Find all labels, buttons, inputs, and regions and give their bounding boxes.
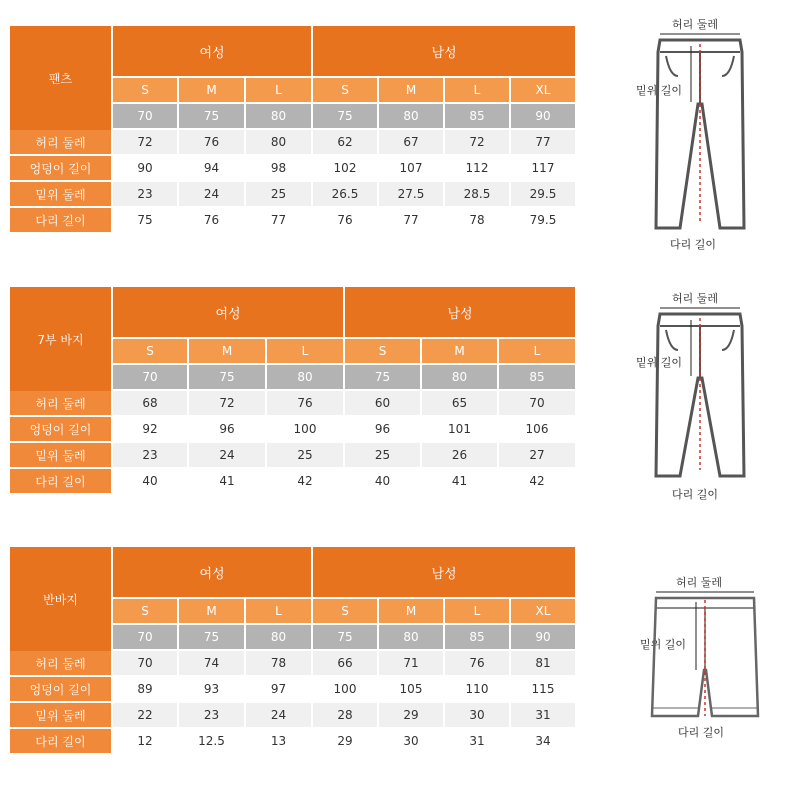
value-cell: 66 bbox=[313, 651, 377, 675]
value-cell: 31 bbox=[469, 734, 485, 748]
group-header-men: 남성 bbox=[313, 547, 575, 597]
value-cell: 60 bbox=[345, 391, 420, 415]
number-cell: 75 bbox=[179, 625, 244, 649]
value-cell: 25 bbox=[345, 443, 420, 467]
value-cell: 98 bbox=[270, 161, 287, 175]
value-cell: 22 bbox=[113, 703, 177, 727]
value-cell: 74 bbox=[179, 651, 244, 675]
size-cell: M bbox=[189, 339, 265, 363]
size-cell: XL bbox=[511, 599, 575, 623]
value-cell: 41 bbox=[451, 474, 468, 488]
value-cell: 96 bbox=[219, 422, 235, 436]
value-cell: 76 bbox=[267, 391, 343, 415]
row-label: 밑위 둘레 bbox=[10, 703, 111, 727]
rise-label: 밑위 길이 bbox=[640, 638, 687, 651]
size-cell: S bbox=[345, 339, 420, 363]
value-cell: 75 bbox=[137, 213, 153, 227]
number-cell: 80 bbox=[246, 625, 311, 649]
value-cell: 13 bbox=[270, 734, 287, 748]
value-cell: 23 bbox=[179, 703, 244, 727]
value-cell: 28 bbox=[313, 703, 377, 727]
size-table-pants bbox=[10, 26, 575, 234]
value-cell: 62 bbox=[313, 130, 377, 154]
size-cell: M bbox=[422, 339, 497, 363]
value-cell: 26 bbox=[422, 443, 497, 467]
value-cell: 117 bbox=[531, 161, 555, 175]
shorts-diagram bbox=[630, 570, 780, 750]
row-label: 엉덩이 길이 bbox=[10, 417, 111, 441]
value-cell: 110 bbox=[465, 682, 489, 696]
value-cell: 70 bbox=[113, 651, 177, 675]
value-cell: 76 bbox=[203, 213, 220, 227]
size-cell: S bbox=[313, 78, 377, 102]
group-header-men: 남성 bbox=[313, 26, 575, 76]
value-cell: 27 bbox=[499, 443, 575, 467]
size-cell: L bbox=[445, 78, 509, 102]
value-cell: 79.5 bbox=[529, 213, 557, 227]
value-cell: 23 bbox=[113, 443, 187, 467]
number-cell: 70 bbox=[113, 365, 187, 389]
size-cell: M bbox=[379, 78, 443, 102]
value-cell: 94 bbox=[203, 161, 220, 175]
value-cell: 24 bbox=[179, 182, 244, 206]
number-cell: 75 bbox=[313, 104, 377, 128]
size-cell: S bbox=[113, 339, 187, 363]
value-cell: 101 bbox=[448, 422, 471, 436]
value-cell: 29 bbox=[337, 734, 353, 748]
group-header-women: 여성 bbox=[113, 287, 343, 337]
value-cell: 100 bbox=[333, 682, 357, 696]
row-label: 밑위 둘레 bbox=[10, 182, 111, 206]
value-cell: 42 bbox=[529, 474, 545, 488]
value-cell: 71 bbox=[379, 651, 443, 675]
value-cell: 100 bbox=[293, 422, 317, 436]
number-cell: 75 bbox=[179, 104, 244, 128]
value-cell: 78 bbox=[246, 651, 311, 675]
value-cell: 112 bbox=[465, 161, 489, 175]
value-cell: 77 bbox=[511, 130, 575, 154]
value-cell: 67 bbox=[379, 130, 443, 154]
row-label: 엉덩이 길이 bbox=[10, 677, 111, 701]
value-cell: 89 bbox=[137, 682, 153, 696]
number-cell: 80 bbox=[379, 625, 443, 649]
size-cell: M bbox=[179, 599, 244, 623]
value-cell: 115 bbox=[531, 682, 555, 696]
value-cell: 27.5 bbox=[379, 182, 443, 206]
value-cell: 30 bbox=[403, 734, 419, 748]
size-cell: XL bbox=[511, 78, 575, 102]
size-cell: L bbox=[246, 599, 311, 623]
size-cell: M bbox=[179, 78, 244, 102]
category-cell: 7부 바지 bbox=[10, 287, 111, 391]
value-cell: 65 bbox=[422, 391, 497, 415]
value-cell: 24 bbox=[189, 443, 265, 467]
value-cell: 42 bbox=[297, 474, 313, 488]
value-cell: 78 bbox=[469, 213, 485, 227]
value-cell: 107 bbox=[399, 161, 423, 175]
group-header-men: 남성 bbox=[345, 287, 575, 337]
pants-illustration bbox=[620, 16, 780, 236]
size-table-cropped bbox=[10, 287, 575, 495]
value-cell: 72 bbox=[113, 130, 177, 154]
value-cell: 31 bbox=[511, 703, 575, 727]
number-cell: 90 bbox=[511, 104, 575, 128]
size-cell: M bbox=[379, 599, 443, 623]
number-cell: 75 bbox=[313, 625, 377, 649]
number-cell: 80 bbox=[246, 104, 311, 128]
value-cell: 25 bbox=[246, 182, 311, 206]
value-cell: 72 bbox=[189, 391, 265, 415]
value-cell: 72 bbox=[445, 130, 509, 154]
number-cell: 75 bbox=[345, 365, 420, 389]
number-cell: 90 bbox=[511, 625, 575, 649]
value-cell: 77 bbox=[270, 213, 287, 227]
value-cell: 12 bbox=[137, 734, 153, 748]
value-cell: 90 bbox=[137, 161, 153, 175]
value-cell: 29.5 bbox=[511, 182, 575, 206]
value-cell: 40 bbox=[142, 474, 158, 488]
shorts-illustration bbox=[630, 570, 780, 722]
leg-length-label: 다리 길이 bbox=[678, 726, 725, 739]
value-cell: 34 bbox=[535, 734, 551, 748]
rise-label: 밑위 길이 bbox=[636, 356, 683, 369]
number-cell: 70 bbox=[113, 104, 177, 128]
number-cell: 80 bbox=[379, 104, 443, 128]
value-cell: 70 bbox=[499, 391, 575, 415]
value-cell: 25 bbox=[267, 443, 343, 467]
value-cell: 30 bbox=[445, 703, 509, 727]
row-label: 다리 길이 bbox=[10, 469, 111, 493]
size-cell: L bbox=[267, 339, 343, 363]
number-cell: 85 bbox=[445, 625, 509, 649]
leg-length-label: 다리 길이 bbox=[670, 238, 717, 251]
value-cell: 40 bbox=[374, 474, 391, 488]
value-cell: 76 bbox=[179, 130, 244, 154]
row-label: 다리 길이 bbox=[10, 729, 111, 753]
value-cell: 24 bbox=[246, 703, 311, 727]
row-label: 다리 길이 bbox=[10, 208, 111, 232]
size-cell: S bbox=[113, 599, 177, 623]
size-cell: L bbox=[445, 599, 509, 623]
row-label: 엉덩이 길이 bbox=[10, 156, 111, 180]
number-cell: 80 bbox=[422, 365, 497, 389]
size-cell: S bbox=[313, 599, 377, 623]
number-cell: 75 bbox=[189, 365, 265, 389]
waist-label: 허리 둘레 bbox=[672, 292, 719, 305]
row-label: 허리 둘레 bbox=[10, 130, 111, 154]
pants-diagram bbox=[620, 16, 780, 256]
value-cell: 29 bbox=[379, 703, 443, 727]
value-cell: 92 bbox=[142, 422, 158, 436]
cropped-pants-diagram bbox=[620, 290, 780, 510]
row-label: 허리 둘레 bbox=[10, 391, 111, 415]
row-label: 허리 둘레 bbox=[10, 651, 111, 675]
value-cell: 81 bbox=[511, 651, 575, 675]
size-table-shorts bbox=[10, 547, 575, 755]
value-cell: 68 bbox=[113, 391, 187, 415]
value-cell: 12.5 bbox=[198, 734, 225, 748]
waist-label: 허리 둘레 bbox=[672, 18, 719, 31]
value-cell: 41 bbox=[219, 474, 235, 488]
value-cell: 93 bbox=[203, 682, 220, 696]
number-cell: 85 bbox=[499, 365, 575, 389]
number-cell: 70 bbox=[113, 625, 177, 649]
cropped-pants-illustration bbox=[620, 290, 780, 486]
value-cell: 97 bbox=[270, 682, 287, 696]
value-cell: 76 bbox=[337, 213, 353, 227]
category-cell: 반바지 bbox=[10, 547, 111, 651]
value-cell: 102 bbox=[333, 161, 357, 175]
value-cell: 77 bbox=[403, 213, 419, 227]
rise-label: 밑위 길이 bbox=[636, 84, 683, 97]
value-cell: 106 bbox=[525, 422, 549, 436]
value-cell: 28.5 bbox=[445, 182, 509, 206]
category-cell: 팬츠 bbox=[10, 26, 111, 130]
size-cell: L bbox=[246, 78, 311, 102]
value-cell: 23 bbox=[113, 182, 177, 206]
size-cell: L bbox=[499, 339, 575, 363]
number-cell: 85 bbox=[445, 104, 509, 128]
group-header-women: 여성 bbox=[113, 547, 311, 597]
size-cell: S bbox=[113, 78, 177, 102]
leg-length-label: 다리 길이 bbox=[672, 488, 719, 501]
value-cell: 26.5 bbox=[313, 182, 377, 206]
waist-label: 허리 둘레 bbox=[676, 576, 723, 589]
group-header-women: 여성 bbox=[113, 26, 311, 76]
row-label: 밑위 둘레 bbox=[10, 443, 111, 467]
number-cell: 80 bbox=[267, 365, 343, 389]
value-cell: 105 bbox=[399, 682, 423, 696]
value-cell: 96 bbox=[374, 422, 391, 436]
value-cell: 80 bbox=[246, 130, 311, 154]
value-cell: 76 bbox=[445, 651, 509, 675]
